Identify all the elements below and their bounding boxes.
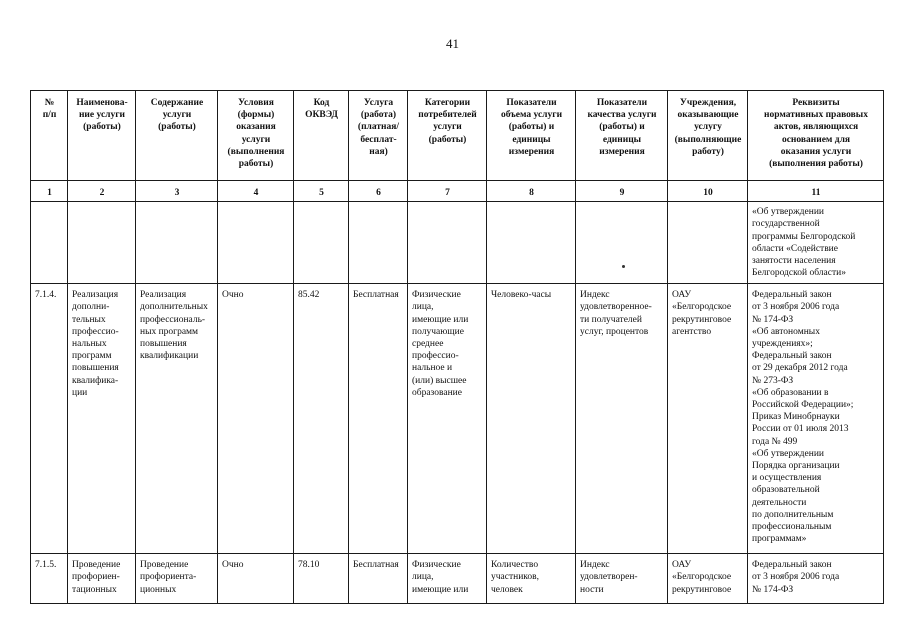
- table-cell: [349, 202, 408, 284]
- institution: ОАУ «Белгородское рекрутинговое: [668, 554, 748, 604]
- header-institutions: Учреждения, оказывающие услугу (выполняющие работу): [668, 91, 748, 181]
- header-consumers: Категории потребителей услуги (работы): [408, 91, 487, 181]
- legal-acts-cell: Федеральный закон от 3 ноября 2006 года № 174-ФЗ «Об автономных учреждениях»; Федеральный закон от 29 декабря 2012 года № 273-ФЗ «Об образовании в Российской Федерации»; Приказ Минобрнауки России от 01 июля 2013 года № 499 «Об утверждении Порядка организации и осуществления образовательной деятельности по дополнительным профессиональным программам»: [748, 284, 884, 554]
- table-cell: [218, 202, 294, 284]
- column-numbers-row: [31, 181, 884, 202]
- page-number: 41: [446, 36, 459, 51]
- paid-status: Бесплатная: [349, 554, 408, 604]
- service-name: Реализация дополни- тельных профессио- нальных программ повышения квалифика- ции: [68, 284, 136, 554]
- institution: ОАУ «Белгородское рекрутинговое агентство: [668, 284, 748, 554]
- header-conditions: Условия (формы) оказания услуги (выполнения работы): [218, 91, 294, 181]
- header-service-name: Наименова- ние услуги (работы): [68, 91, 136, 181]
- paid-status: Бесплатная: [349, 284, 408, 554]
- column-number: 5: [294, 181, 349, 202]
- service-content: Проведение профориента- ционных: [136, 554, 218, 604]
- legal-acts-cell: «Об утверждении государственной программы Белгородской области «Содействие занятости населения Белгородской области»: [748, 202, 884, 284]
- table-cell: [136, 202, 218, 284]
- header-service-content: Содержание услуги (работы): [136, 91, 218, 181]
- volume-indicator: Человеко-часы: [487, 284, 576, 554]
- column-number: 11: [748, 181, 884, 202]
- volume-indicator: Количество участников, человек: [487, 554, 576, 604]
- table-cell: [408, 202, 487, 284]
- continuation-row: [31, 202, 884, 284]
- okved-code: 85.42: [294, 284, 349, 554]
- consumer-categories: Физические лица, имеющие или: [408, 554, 487, 604]
- row-number: 7.1.5.: [31, 554, 68, 604]
- quality-indicator: Индекс удовлетворен- ности: [576, 554, 668, 604]
- service-content: Реализация дополнительных профессиональ- ных программ повышения квалификации: [136, 284, 218, 554]
- header-paid-free: Услуга (работа) (платная/ бесплат- ная): [349, 91, 408, 181]
- table-cell: [668, 202, 748, 284]
- column-number: 4: [218, 181, 294, 202]
- header-okved: Код ОКВЭД: [294, 91, 349, 181]
- column-number: 1: [31, 181, 68, 202]
- table-row: [31, 554, 884, 604]
- header-legal-acts: Реквизиты нормативных правовых актов, являющихся основанием для оказания услуги (выполнения работы): [748, 91, 884, 181]
- quality-indicator: Индекс удовлетворенное- ти получателей услуг, процентов: [576, 284, 668, 554]
- services-table: [30, 90, 884, 604]
- table-cell: [576, 202, 668, 284]
- legal-acts-cell: Федеральный закон от 3 ноября 2006 года № 174-ФЗ: [748, 554, 884, 604]
- okved-code: 78.10: [294, 554, 349, 604]
- column-number: 8: [487, 181, 576, 202]
- service-form: Очно: [218, 284, 294, 554]
- table-row: [31, 284, 884, 554]
- column-number: 7: [408, 181, 487, 202]
- header-row: [31, 91, 884, 181]
- header-volume-indicators: Показатели объема услуги (работы) и единицы измерения: [487, 91, 576, 181]
- header-quality-indicators: Показатели качества услуги (работы) и единицы измерения: [576, 91, 668, 181]
- column-number: 6: [349, 181, 408, 202]
- row-number: 7.1.4.: [31, 284, 68, 554]
- column-number: 10: [668, 181, 748, 202]
- column-number: 2: [68, 181, 136, 202]
- consumer-categories: Физические лица, имеющие или получающие среднее профессио- нальное и (или) высшее образование: [408, 284, 487, 554]
- column-number: 9: [576, 181, 668, 202]
- column-number: 3: [136, 181, 218, 202]
- table-cell: [487, 202, 576, 284]
- header-num: № п/п: [31, 91, 68, 181]
- service-form: Очно: [218, 554, 294, 604]
- service-name: Проведение профориен- тационных: [68, 554, 136, 604]
- table-cell: [294, 202, 349, 284]
- table-cell: [31, 202, 68, 284]
- table-cell: [68, 202, 136, 284]
- stray-dot-mark: [622, 265, 625, 268]
